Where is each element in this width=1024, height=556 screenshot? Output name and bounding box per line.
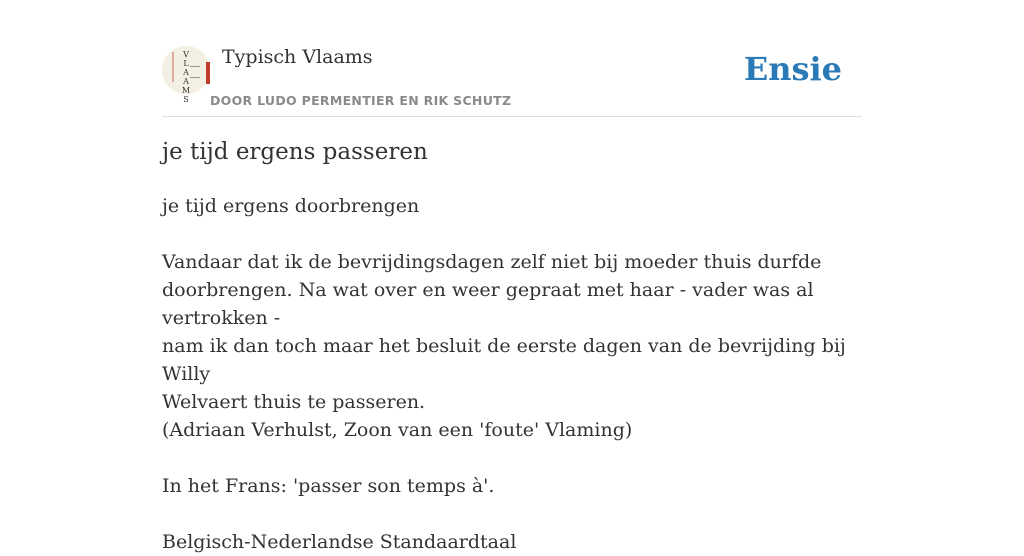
spacer [162, 220, 862, 248]
quote-line: Vandaar dat ik de bevrijdingsdagen zelf niet bij moeder thuis durfde [162, 251, 822, 273]
logo-letter: L [183, 59, 189, 68]
entry-category[interactable]: Belgisch-Nederlandse Standaardtaal [162, 531, 517, 553]
typisch-vlaams-logo[interactable] [162, 46, 210, 104]
quote-line: Welvaert thuis te passeren. [162, 391, 426, 413]
logo-letter: A [183, 68, 189, 77]
quote-source: (Adriaan Verhulst, Zoon van een 'foute' Vlaming) [162, 419, 633, 441]
byline: DOOR LUDO PERMENTIER EN RIK SCHUTZ [210, 93, 512, 108]
french-note: In het Frans: 'passer son temps à'. [162, 475, 495, 497]
entry-content [162, 192, 862, 556]
logo-letter: V [183, 50, 189, 59]
entry-title: je tijd ergens passeren [162, 139, 428, 165]
logo-letter: A [183, 77, 189, 86]
logo-letter: S [183, 95, 189, 104]
site-title[interactable]: Typisch Vlaams [222, 46, 373, 68]
logo-red-stripe [206, 62, 210, 84]
site-header [162, 44, 862, 117]
logo-accent-stripe [172, 52, 174, 82]
spacer [162, 444, 862, 472]
ensie-brand-logo[interactable]: Ensie [743, 50, 842, 88]
quote-line: doorbrengen. Na wat over en weer gepraat met haar - vader was al vertrokken - [162, 279, 814, 329]
quote-line: nam ik dan toch maar het besluit de eerste dagen van de bevrijding bij Willy [162, 335, 846, 385]
entry-definition: je tijd ergens doorbrengen [162, 195, 420, 217]
spacer [162, 500, 862, 528]
logo-lines [190, 66, 200, 78]
logo-letter: M [181, 86, 191, 95]
